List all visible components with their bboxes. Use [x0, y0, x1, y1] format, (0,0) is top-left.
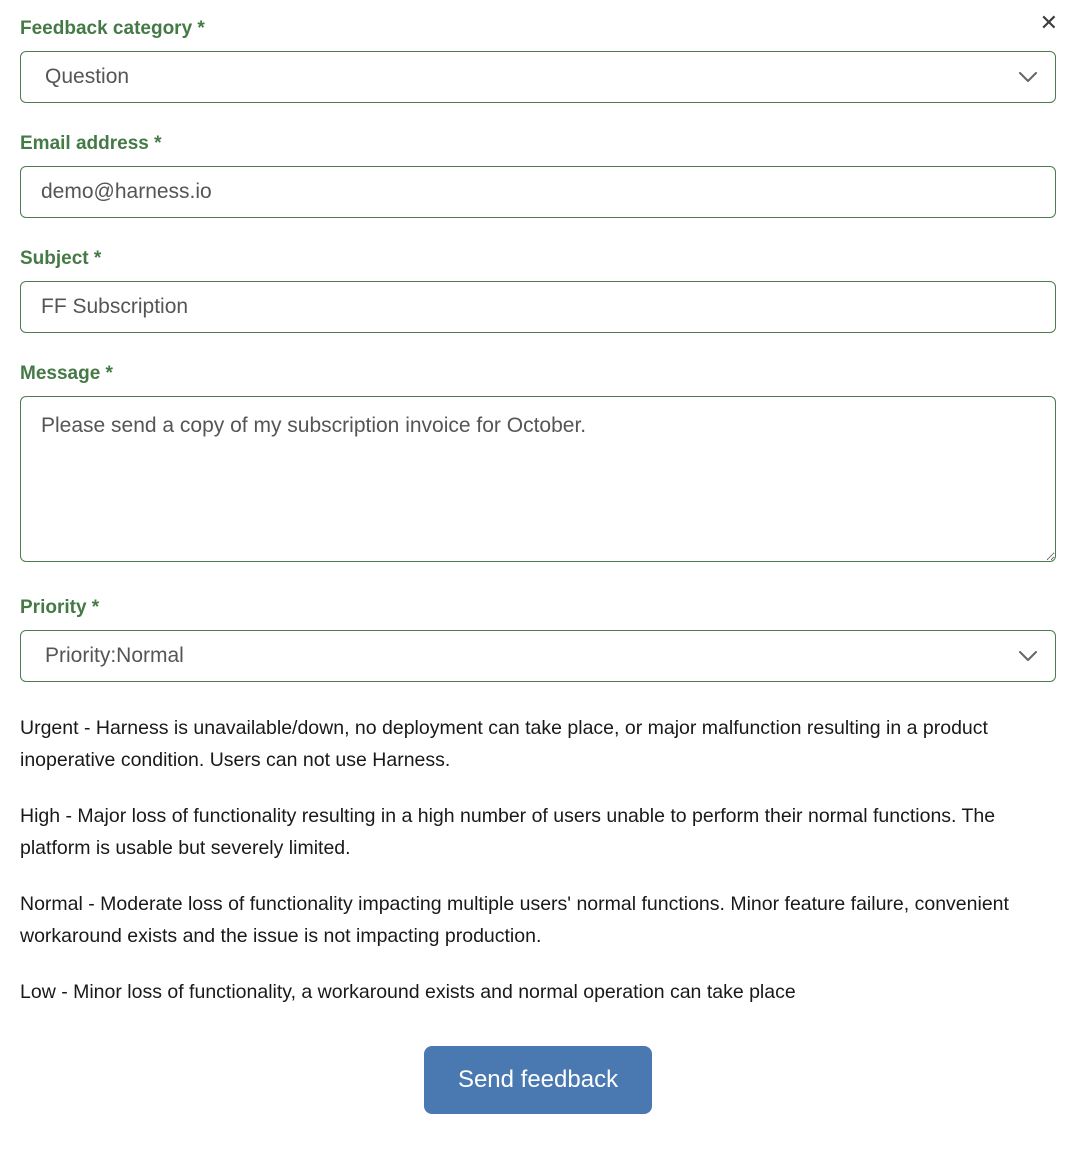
feedback-category-select[interactable] — [20, 51, 1056, 103]
feedback-category-label: Feedback category * — [20, 18, 205, 39]
priority-description-urgent: Urgent - Harness is unavailable/down, no deployment can take place, or major malfunction resulting in a product inoperative condition. Users can not use Harness. — [20, 717, 988, 771]
send-feedback-button[interactable]: Send feedback — [424, 1046, 652, 1114]
email-group — [20, 133, 1056, 218]
close-button[interactable] — [1036, 8, 1062, 38]
feedback-form — [20, 18, 1056, 1114]
email-label: Email address * — [20, 133, 162, 154]
message-textarea[interactable] — [20, 396, 1056, 562]
email-input[interactable] — [20, 166, 1056, 218]
subject-input[interactable] — [20, 281, 1056, 333]
priority-description-high: High - Major loss of functionality resulting in a high number of users unable to perform their normal functions. The platform is usable but severely limited. — [20, 805, 996, 859]
subject-label: Subject * — [20, 248, 102, 269]
close-icon: ✕ — [1039, 10, 1058, 35]
priority-description-low: Low - Minor loss of functionality, a workaround exists and normal operation can take place — [20, 981, 796, 1003]
submit-row — [20, 1046, 1056, 1114]
chevron-down-icon — [1019, 65, 1037, 89]
subject-group — [20, 248, 1056, 333]
chevron-down-icon — [1019, 644, 1037, 668]
priority-description-normal: Normal - Moderate loss of functionality impacting multiple users' normal functions. Minor feature failure, convenient workaround exists and the issue is not impacting production. — [20, 893, 1009, 947]
priority-label: Priority * — [20, 597, 100, 618]
priority-select[interactable] — [20, 630, 1056, 682]
priority-group — [20, 597, 1056, 682]
priority-value: Priority:Normal — [45, 644, 184, 667]
feedback-category-value: Question — [45, 65, 130, 88]
message-group — [20, 363, 1056, 567]
message-label: Message * — [20, 363, 113, 384]
feedback-category-group — [20, 18, 1056, 103]
